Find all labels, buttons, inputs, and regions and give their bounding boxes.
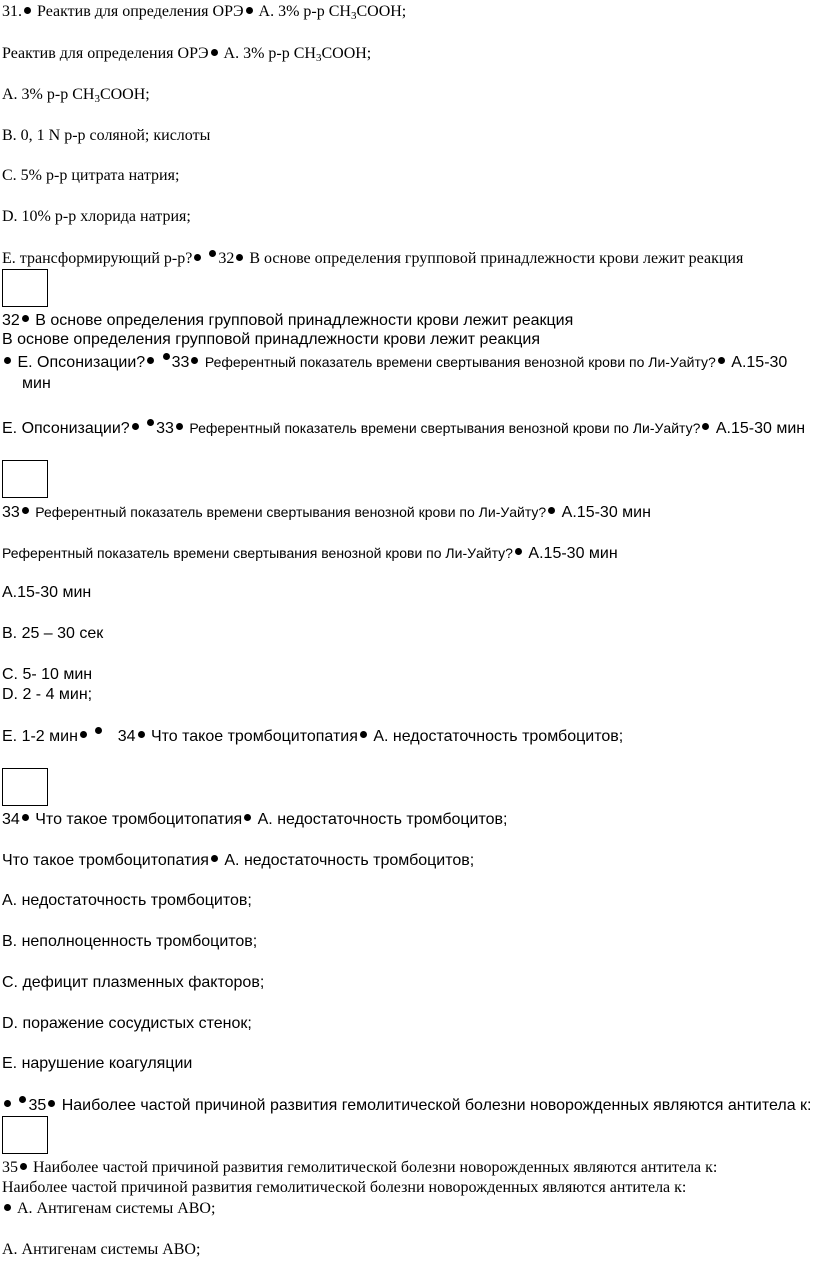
answer-box[interactable] <box>2 269 48 307</box>
q31-option-e: Е. трансформирующий р-р? 32 В основе определения групповой принадлежности крови лежит реакция <box>2 250 744 267</box>
q31-heading: 31. Реактив для определения ОРЭ А. 3% р-р $СН_3СООН$; <box>2 3 407 22</box>
bullet-icon <box>24 7 31 14</box>
bullet-icon <box>515 548 522 555</box>
bullet-icon <box>147 419 154 426</box>
bullet-icon <box>22 507 29 514</box>
q35-bullet-answer: А. Антигенам системы АВО; <box>2 1199 215 1219</box>
q34-option-e: Е. нарушение коагуляции <box>2 1055 193 1072</box>
bullet-icon <box>244 814 251 821</box>
bullet-icon <box>4 1204 11 1211</box>
bullet-icon <box>4 357 11 364</box>
answer-box[interactable] <box>2 1116 48 1154</box>
q31-repeat: Реактив для определения ОРЭ А. 3% р-р $СН_3СООН$; <box>2 45 372 64</box>
bullet-icon <box>80 731 87 738</box>
q32-heading: 32 В основе определения групповой принадлежности крови лежит реакция <box>2 312 574 329</box>
q33-heading: 33 Референтный показатель времени свертывания венозной крови по Ли-Уайту? А.15-30 мин <box>2 504 651 521</box>
bullet-icon <box>702 423 709 430</box>
q33-option-c: С. 5- 10 мин <box>2 666 93 683</box>
bullet-icon <box>360 731 367 738</box>
bullet-icon <box>246 7 253 14</box>
bullet-icon <box>176 423 183 430</box>
q32-option-e: Е. Опсонизации? 33 Референтный показатель времени свертывания венозной крови по Ли-Уайту? А.15-30 <box>2 352 787 373</box>
bullet-icon <box>147 357 154 364</box>
q33-option-b: В. 25 – 30 сек <box>2 625 104 642</box>
bullet-icon <box>132 423 139 430</box>
q34-option-b: В. неполноценность тромбоцитов; <box>2 933 258 950</box>
bullet-icon <box>22 814 29 821</box>
q33-option-e: Е. 1-2 мин 34 Что такое тромбоцитопатия А. недостаточность тромбоцитов; <box>2 728 624 745</box>
bullet-icon <box>138 731 145 738</box>
bullet-icon <box>191 357 198 364</box>
q34-option-d: D. поражение сосудистых стенок; <box>2 1015 252 1032</box>
q35-heading: 35 Наиболее частой причиной развития гемолитической болезни новорожденных являются антитела к: <box>2 1159 718 1176</box>
q31-option-a: А. 3% р-р $СН_3СООН$; <box>2 86 150 105</box>
q35-lead: 35 Наиболее частой причиной развития гемолитической болезни новорожденных являются антитела к: <box>2 1096 811 1116</box>
bullet-icon <box>211 855 218 862</box>
bullet-icon <box>211 49 218 56</box>
q34-option-c: С. дефицит плазменных факторов; <box>2 974 265 991</box>
bullet-icon <box>194 254 201 261</box>
bullet-icon <box>718 357 725 364</box>
q31-option-c: С. 5% р-р цитрата натрия; <box>2 167 180 184</box>
q34-heading: 34 Что такое тромбоцитопатия А. недостаточность тромбоцитов; <box>2 811 508 828</box>
q33-option-d: D. 2 - 4 мин; <box>2 686 93 703</box>
bullet-icon <box>19 1096 26 1103</box>
q32-option-e-wrap: мин <box>22 375 51 392</box>
q34-repeat: Что такое тромбоцитопатия А. недостаточность тромбоцитов; <box>2 852 475 869</box>
q33-repeat: Референтный показатель времени свертывания венозной крови по Ли-Уайту? А.15-30 мин <box>2 545 618 562</box>
answer-box[interactable] <box>2 768 48 806</box>
q32-repeat: В основе определения групповой принадлежности крови лежит реакция <box>2 331 541 348</box>
bullet-icon <box>48 1100 55 1107</box>
q32-option-e-repeat: Е. Опсонизации? 33 Референтный показатель времени свертывания венозной крови по Ли-Уайту? А.15-30 мин <box>2 420 806 437</box>
bullet-icon <box>548 507 555 514</box>
bullet-icon <box>20 1163 27 1170</box>
answer-box[interactable] <box>2 460 48 498</box>
bullet-icon <box>209 250 216 257</box>
bullet-icon <box>4 1100 11 1107</box>
q33-option-a: А.15-30 мин <box>2 584 92 601</box>
q35-repeat: Наиболее частой причиной развития гемолитической болезни новорожденных являются антитела к: <box>2 1179 687 1196</box>
q34-option-a: А. недостаточность тромбоцитов; <box>2 892 252 909</box>
bullet-icon <box>236 254 243 261</box>
q31-option-d: D. 10% р-р хлорида натрия; <box>2 208 191 225</box>
bullet-icon <box>95 727 102 734</box>
q35-answer: А. Антигенам системы АВО; <box>2 1241 201 1258</box>
q31-option-b: В. 0, 1 N р-р соляной; кислоты <box>2 127 211 144</box>
bullet-icon <box>163 353 170 360</box>
bullet-icon <box>22 315 29 322</box>
